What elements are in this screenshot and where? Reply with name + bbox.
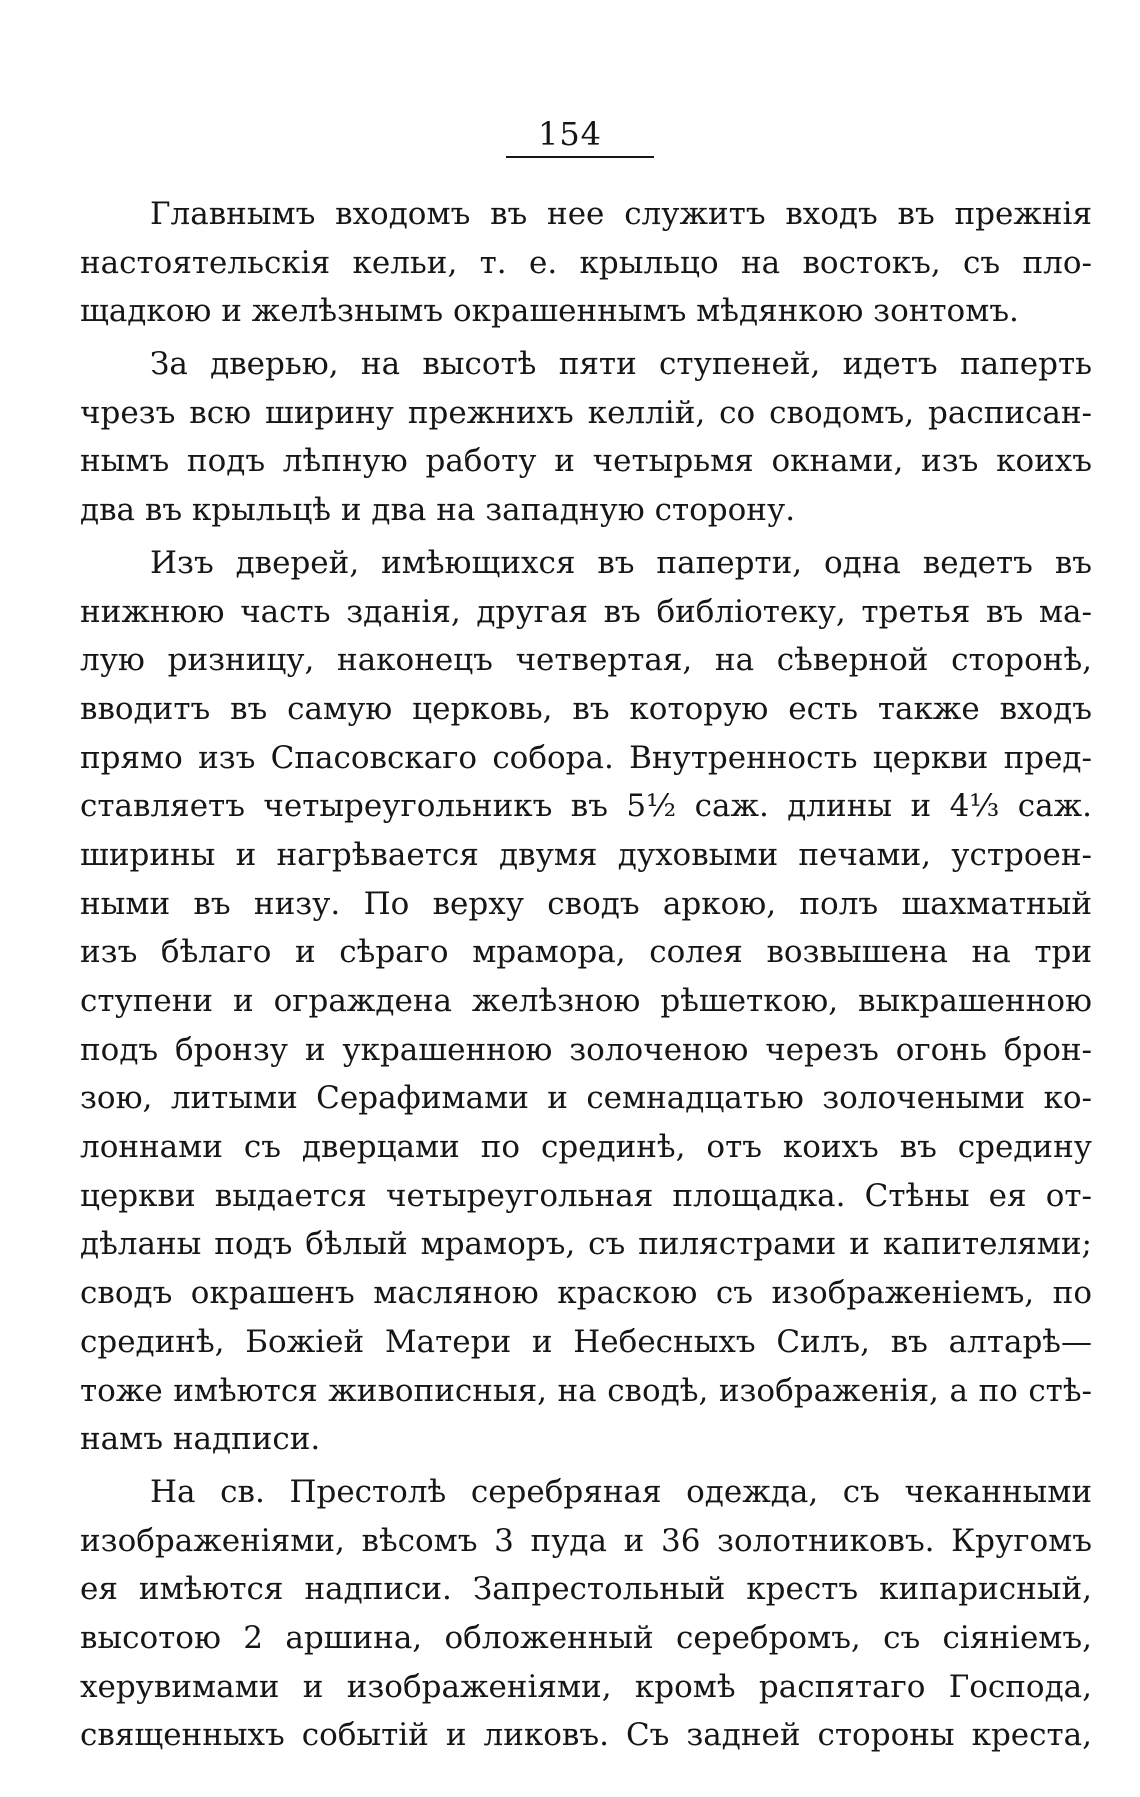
text-line: херувимами и изображеніями, кромѣ распятаго Господа,: [80, 1668, 1092, 1705]
text-line: церкви выдается четыреугольная площадка. Стѣны ея от-: [80, 1177, 1092, 1214]
text-line: нымъ подъ лѣпную работу и четырьмя окнами, изъ коихъ: [80, 443, 1092, 480]
text-line: настоятельскія кельи, т. е. крыльцо на востокъ, съ пло-: [80, 244, 1092, 281]
text-line: Изъ дверей, имѣющихся въ паперти, одна ведетъ въ: [150, 544, 1092, 581]
page-number: 154: [537, 115, 603, 153]
text-line: Главнымъ входомъ въ нее служитъ входъ въ прежнія: [150, 196, 1092, 232]
text-line: нижнюю часть зданія, другая въ библіотеку, третья въ ма-: [80, 593, 1092, 630]
text-line: два въ крыльцѣ и два на западную сторону.: [80, 492, 796, 529]
text-line: лоннами съ дверцами по срединѣ, отъ коихъ въ средину: [80, 1129, 1092, 1166]
text-line: подъ бронзу и украшенною золоченою черезъ огонь брон-: [80, 1031, 1092, 1068]
text-line: ступени и ограждена желѣзною рѣшеткою, выкрашенною: [80, 983, 1092, 1019]
text-line: намъ надписи.: [80, 1421, 321, 1458]
text-line: За дверью, на высотѣ пяти ступеней, идетъ паперть: [150, 346, 1092, 383]
paragraph: [80, 340, 1092, 535]
text-line: ея имѣются надписи. Запрестольный крестъ кипарисный,: [80, 1571, 1092, 1608]
paragraph: [80, 539, 1092, 1464]
text-line: изображеніями, вѣсомъ 3 пуда и 36 золотниковъ. Кругомъ: [80, 1522, 1092, 1559]
text-line: срединѣ, Божіей Матери и Небесныхъ Силъ, въ алтарѣ—: [80, 1323, 1092, 1360]
text-line: ставляетъ четыреугольникъ въ 5½ саж. длины и 4⅓ саж.: [80, 788, 1092, 825]
paragraph: [80, 1468, 1092, 1760]
text-line: священныхъ событій и ликовъ. Съ задней стороны креста,: [80, 1717, 1092, 1754]
text-line: лую ризницу, наконецъ четвертая, на сѣверной сторонѣ,: [80, 642, 1092, 679]
text-line: ными въ низу. По верху сводъ аркою, полъ шахматный: [80, 885, 1092, 922]
text-body: [80, 190, 1092, 1760]
text-line: чрезъ всю ширину прежнихъ келлій, со сводомъ, расписан-: [80, 394, 1092, 431]
text-line: щадкою и желѣзнымъ окрашеннымъ мѣдянкою зонтомъ.: [80, 293, 1019, 330]
text-line: вводитъ въ самую церковь, въ которую есть также входъ: [80, 690, 1092, 727]
paragraph: [80, 190, 1092, 336]
text-line: дѣланы подъ бѣлый мраморъ, съ пилястрами и капителями;: [80, 1226, 1092, 1263]
text-line: прямо изъ Спасовскаго собора. Внутренность церкви пред-: [80, 739, 1092, 776]
text-line: тоже имѣются живописныя, на сводѣ, изображенія, а по стѣ-: [80, 1372, 1092, 1409]
text-line: высотою 2 аршина, обложенный серебромъ, съ сіяніемъ,: [80, 1619, 1092, 1656]
text-line: изъ бѣлаго и сѣраго мрамора, солея возвышена на три: [80, 934, 1092, 971]
text-line: зою, литыми Серафимами и семнадцатью золочеными ко-: [80, 1080, 1092, 1117]
text-line: сводъ окрашенъ масляною краскою съ изображеніемъ, по: [80, 1275, 1092, 1312]
text-line: На св. Престолѣ серебряная одежда, съ чеканными: [150, 1473, 1092, 1510]
page-number-rule: [506, 156, 654, 158]
text-line: ширины и нагрѣвается двумя духовыми печами, устроен-: [80, 836, 1092, 873]
